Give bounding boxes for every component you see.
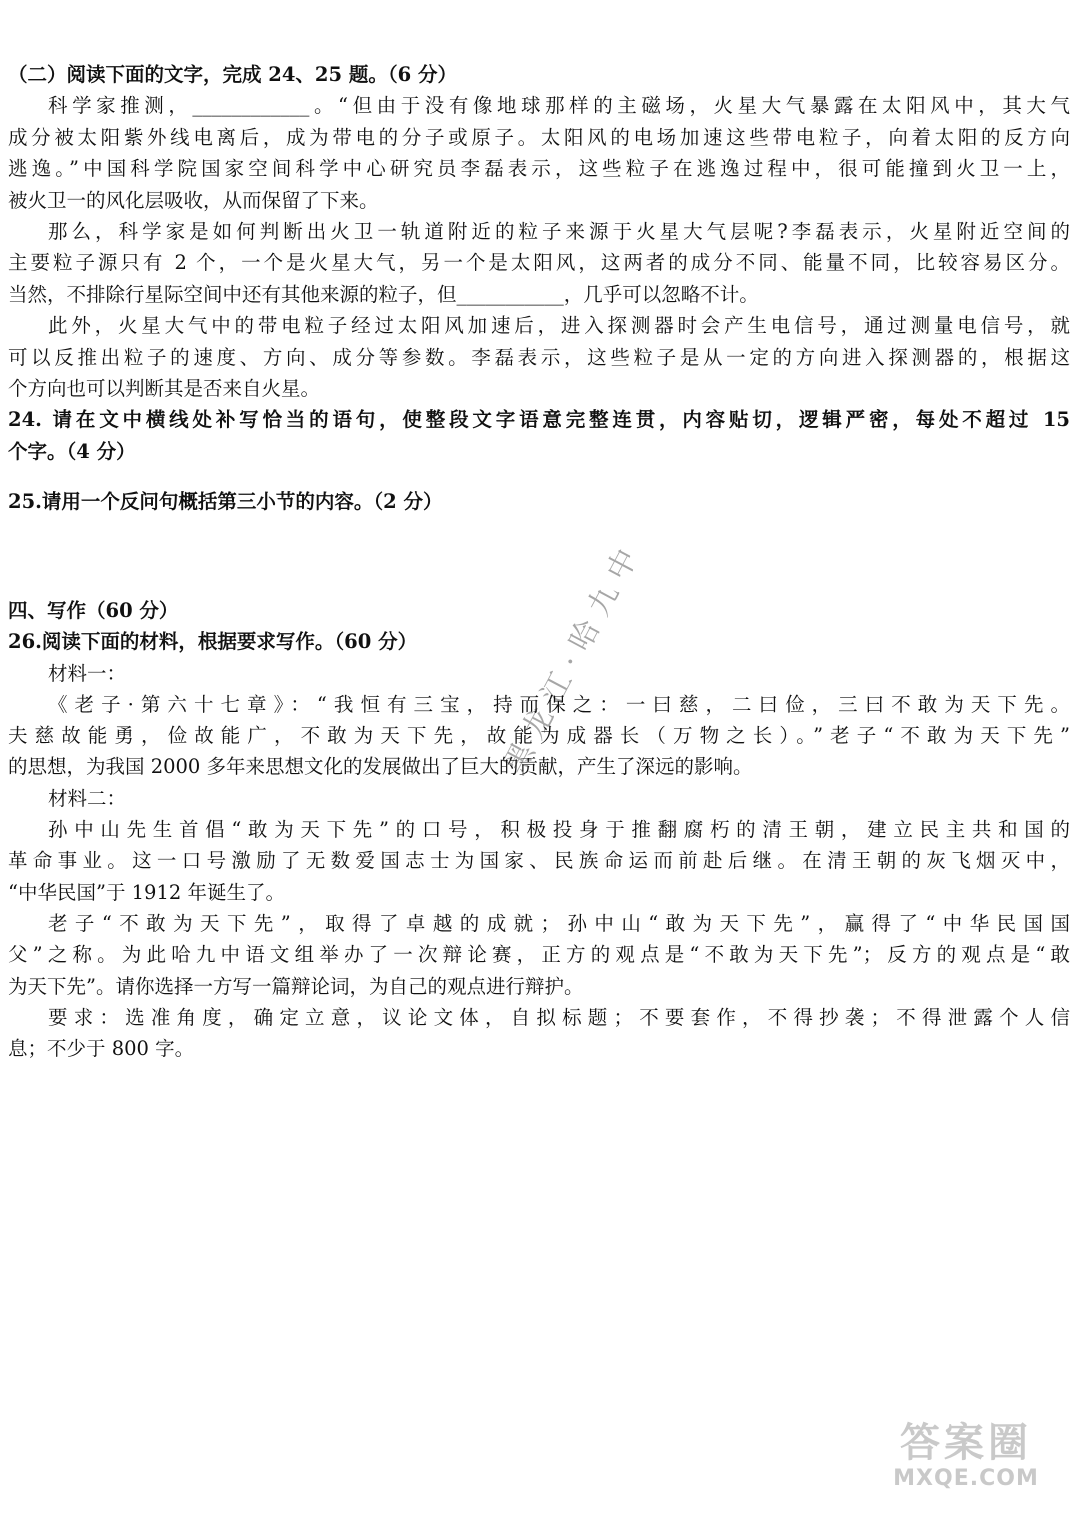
question-25: 25.请用一个反问句概括第三小节的内容。（2 分） [8, 490, 443, 513]
material-1-label: 材料一： [48, 662, 127, 685]
question-26: 26.阅读下面的材料，根据要求写作。（60 分） [8, 630, 418, 653]
material-2-label: 材料二： [48, 787, 127, 810]
passage-line: 科学家推测，____________。“但由于没有像地球那样的主磁场，火星大气暴露在太阳风中，其大气 [48, 94, 1070, 117]
site-logo [876, 1421, 1056, 1501]
material-line: 《老子·第六十七章》：“我恒有三宝，持而保之：一曰慈，二曰俭，三曰不敢为天下先。 [48, 693, 1070, 716]
section-heading: （二）阅读下面的文字，完成 24、25 题。（6 分） [8, 63, 457, 86]
passage-line: 可以反推出粒子的速度、方向、成分等参数。李磊表示，这些粒子是从一定的方向进入探测器的，根据这 [8, 346, 1070, 369]
material-line: 孙中山先生首倡“敢为天下先”的口号，积极投身于推翻腐朽的清王朝，建立民主共和国的 [48, 818, 1070, 841]
passage-line: 当然，不排除行星际空间中还有其他来源的粒子，但___________，几乎可以忽略不计。 [8, 283, 759, 306]
material-line: “中华民国”于 1912 年诞生了。 [8, 881, 285, 904]
task-line: 为天下先”。请你选择一方写一篇辩论词，为自己的观点进行辩护。 [8, 975, 584, 998]
question-24: 24. 请在文中横线处补写恰当的语句，使整段文字语意完整连贯，内容贴切，逻辑严密，每处不超过 15 [8, 408, 1070, 431]
passage-line: 被火卫一的风化层吸收，从而保留了下来。 [8, 189, 379, 212]
watermark: 黑龙江·哈九中 [497, 534, 650, 781]
question-24-cont: 个字。（4 分） [8, 440, 136, 463]
requirements-line: 息；不少于 800 字。 [8, 1037, 195, 1060]
material-line: 夫慈故能勇，俭故能广，不敢为天下先，故能为成器长（万物之长）。”老子“不敢为天下先” [8, 724, 1070, 747]
logo-text: 答案圈 [900, 1420, 1032, 1466]
task-line: 父”之称。为此哈九中语文组举办了一次辩论赛，正方的观点是“不敢为天下先”；反方的观点是“敢 [8, 943, 1070, 966]
material-line: 革命事业。这一口号激励了无数爱国志士为国家、民族命运而前赴后继。在清王朝的灰飞烟灭中， [8, 849, 1070, 872]
passage-line: 逃逸。”中国科学院国家空间科学中心研究员李磊表示，这些粒子在逃逸过程中，很可能撞到火卫一上， [8, 157, 1070, 180]
logo-domain: MXQE.COM [893, 1466, 1039, 1491]
passage-line: 那么，科学家是如何判断出火卫一轨道附近的粒子来源于火星大气层呢?李磊表示，火星附近空间的 [48, 220, 1070, 243]
material-line: 的思想，为我国 2000 多年来思想文化的发展做出了巨大的贡献，产生了深远的影响。 [8, 755, 753, 778]
passage-line: 主要粒子源只有 2 个，一个是火星大气，另一个是太阳风，这两者的成分不同、能量不同，比较容易区分。 [8, 251, 1070, 274]
requirements-line: 要求：选准角度，确定立意，议论文体，自拟标题；不要套作，不得抄袭；不得泄露个人信 [48, 1006, 1070, 1029]
section-four-heading: 四、写作（60 分） [8, 599, 179, 622]
passage-line: 个方向也可以判断其是否来自火星。 [8, 377, 321, 400]
passage-line: 此外，火星大气中的带电粒子经过太阳风加速后，进入探测器时会产生电信号，通过测量电信号，就 [48, 314, 1070, 337]
task-line: 老子“不敢为天下先”，取得了卓越的成就；孙中山“敢为天下先”，赢得了“中华民国国 [48, 912, 1070, 935]
passage-line: 成分被太阳紫外线电离后，成为带电的分子或原子。太阳风的电场加速这些带电粒子，向着太阳的反方向 [8, 126, 1070, 149]
